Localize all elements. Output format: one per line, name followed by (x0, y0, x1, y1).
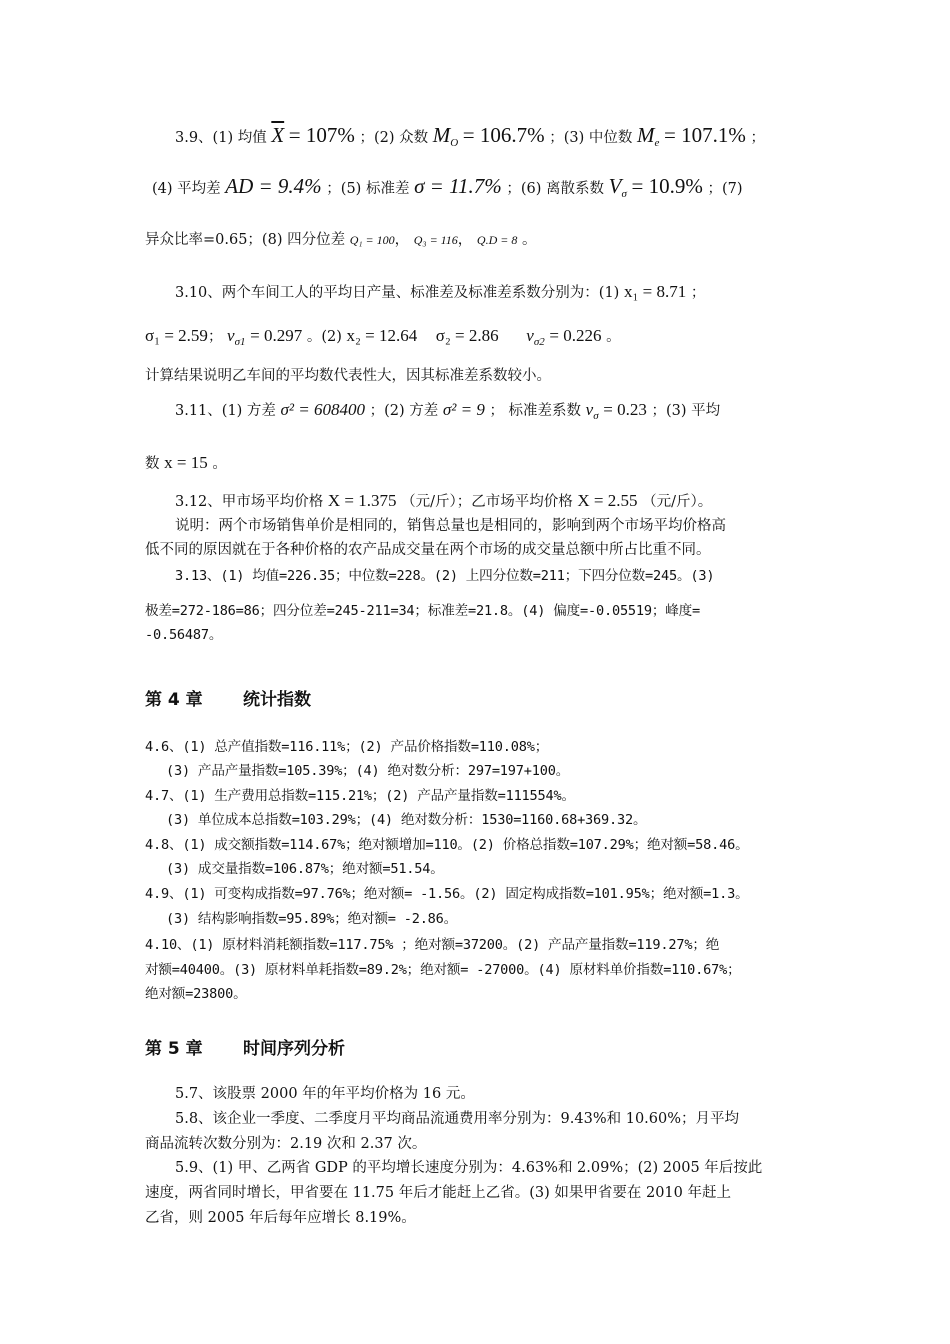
ch4-line: 绝对额=23800。 (145, 986, 247, 1002)
text: 3.10、两个车间工人的平均日产量、标准差及标准差系数分别为：(1) (175, 285, 620, 301)
text: 。 (521, 232, 537, 248)
text: v (526, 326, 534, 345)
qd-value: Q.D = 8 (476, 233, 518, 247)
q312-line3: 低不同的原因就在于各种价格的农产品成交量在两个市场的成交量总额中所占比重不同。 (145, 542, 711, 558)
q313-line2: 极差=272-186=86；四分位差=245-211=34；标准差=21.8。(4) 偏度=-0.05519；峰度= (145, 603, 701, 619)
q310-line3: 计算结果说明乙车间的平均数代表性大，因其标准差系数较小。 (145, 368, 551, 384)
chapter-title: 统计指数 (243, 690, 311, 710)
text: （元/斤）；乙市场平均价格 (401, 494, 573, 510)
mean-value: x = 15 (164, 453, 208, 472)
mean-value: = 107% (288, 123, 355, 147)
cv-value: = 0.23 (603, 400, 647, 419)
median-value: = 107.1% (664, 123, 746, 147)
text: ； (750, 130, 765, 146)
v2-symbol: $v_{\sigma 2}$ (526, 326, 545, 348)
ch4-line: 4.7、(1) 生产费用总指数=115.21%；(2) 产品产量指数=111554%。 (145, 788, 575, 804)
text: v (227, 326, 235, 345)
text: ；(2) 众数 (359, 130, 429, 146)
ch5-line: 乙省，则 2005 年后每年应增长 8.19%。 (145, 1210, 416, 1226)
s2-value: σ₂ = 2.86 (435, 326, 499, 345)
x2-value: x₂ = 12.64 (346, 326, 418, 345)
price1-value: X = 1.375 (327, 491, 397, 510)
var2-value: σ² = 9 (442, 400, 485, 419)
q39-line1 (175, 123, 765, 152)
cv-symbol: $v_\sigma$ (585, 400, 599, 422)
text: 3.9、(1) 均值 (175, 130, 267, 146)
text: 异众比率=0.65；(8) 四分位差 (145, 232, 346, 248)
text: 3.11、(1) 方差 (175, 403, 276, 419)
v2-value: = 0.226 (549, 326, 602, 345)
ch5-line: 商品流转次数分别为：2.19 次和 2.37 次。 (145, 1136, 427, 1152)
chapter-title: 时间序列分析 (243, 1039, 345, 1059)
text: 数 (145, 456, 160, 472)
ch5-line: 5.8、该企业一季度、二季度月平均商品流通费用率分别为：9.43%和 10.60%；月平均 (175, 1111, 740, 1127)
sd-value: σ = 11.7% (414, 174, 502, 198)
text: (4) 平均差 (152, 181, 221, 197)
chapter-5-heading (145, 1034, 345, 1059)
q310-line2: σ₁ = 2.59； $v_{\sigma 1} = 0.297$ 。(2) x₂ = 12.64 σ₂ = 2.86 $v_{\sigma 2} = 0.226$ 。 (145, 326, 621, 348)
text: ； 标准差系数 (489, 403, 582, 419)
q312-line1 (175, 492, 712, 511)
ch4-line: (3) 成交量指数=106.87%；绝对额=51.54。 (166, 861, 444, 877)
ch5-line: 速度，两省同时增长，甲省要在 11.75 年后才能赶上乙省。(3) 如果甲省要在 2010 年赶上 (145, 1185, 731, 1201)
q312-line2: 说明：两个市场销售单价是相同的，销售总量也是相同的，影响到两个市场平均价格高 (175, 518, 726, 534)
text: ；(7) (707, 181, 743, 197)
text: 。 (212, 456, 227, 472)
q311-line1 (175, 401, 720, 425)
ch4-line: 4.6、(1) 总产值指数=116.11%；(2) 产品价格指数=110.08%； (145, 739, 549, 755)
chapter-4-heading (145, 685, 311, 710)
x1-value: x₁ = 8.71 (623, 282, 687, 301)
text: ；(2) 方差 (369, 403, 439, 419)
text: 3.12、甲市场平均价格 (175, 494, 324, 510)
ad-value: AD = 9.4% (225, 174, 322, 198)
mode-value: = 106.7% (462, 123, 545, 147)
ch5-line: 5.7、该股票 2000 年的年平均价格为 16 元。 (175, 1086, 475, 1102)
text: ；(3) 平均 (651, 403, 721, 419)
ch4-line: (3) 结构影响指数=95.89%；绝对额= -2.86。 (166, 911, 458, 927)
q3-value: Q₃ = 116 (413, 233, 458, 247)
ch5-line: 5.9、(1) 甲、乙两省 GDP 的平均增长速度分别为：4.63%和 2.09%；(2) 2005 年后按此 (175, 1160, 763, 1176)
text: ； (690, 285, 706, 301)
mode-symbol: $M_O$ (432, 123, 459, 149)
text: ；(5) 标准差 (326, 181, 410, 197)
text: 。(2) (306, 329, 342, 345)
v1-value: = 0.297 (250, 326, 303, 345)
ch4-line: 4.9、(1) 可变构成指数=97.76%；绝对额= -1.56。(2) 固定构成指数=101.95%；绝对额=1.3。 (145, 886, 749, 902)
chapter-number: 第 5 章 (145, 1039, 203, 1059)
chapter-number: 第 4 章 (145, 690, 203, 710)
x-bar-symbol: $\overline{X}$ (271, 123, 285, 147)
q39-line3: 异众比率=0.65；(8) 四分位差 Q₁ = 100， Q₃ = 116， Q.D = 8 。 (145, 232, 537, 248)
v1-symbol: $v_{\sigma 1}$ (227, 326, 246, 348)
text: （元/斤）。 (642, 494, 713, 510)
q39-line2 (152, 174, 743, 203)
median-symbol: $M_e$ (637, 123, 660, 149)
q311-line2 (145, 454, 227, 473)
s1-value: σ₁ = 2.59 (145, 326, 208, 345)
q1-value: Q₁ = 100 (349, 233, 395, 247)
text: 。 (606, 329, 621, 345)
text: ；(3) 中位数 (549, 130, 633, 146)
price2-value: X = 2.55 (577, 491, 638, 510)
q313-line3: -0.56487。 (145, 627, 223, 643)
ch4-line: 对额=40400。(3) 原材料单耗指数=89.2%；绝对额= -27000。(4) 原材料单价指数=110.67%； (145, 962, 741, 978)
cv-value: = 10.9% (631, 174, 703, 198)
text: ；(6) 离散系数 (506, 181, 605, 197)
ch4-line: (3) 产品产量指数=105.39%；(4) 绝对数分析：297=197+100。 (166, 763, 570, 779)
q310-line1 (175, 283, 705, 302)
ch4-line: (3) 单位成本总指数=103.29%；(4) 绝对数分析：1530=1160.68+369.32。 (166, 812, 647, 828)
var1-value: σ² = 608400 (280, 400, 365, 419)
ch4-line: 4.10、(1) 原材料消耗额指数=117.75% ；绝对额=37200。(2) 产品产量指数=119.27%；绝 (145, 937, 720, 953)
cv-symbol: $V_\sigma$ (608, 174, 627, 200)
q313-line1: 3.13、(1) 均值=226.35；中位数=228。(2) 上四分位数=211；下四分位数=245。(3) (175, 568, 715, 584)
ch4-line: 4.8、(1) 成交额指数=114.67%；绝对额增加=110。(2) 价格总指数=107.29%；绝对额=58.46。 (145, 837, 749, 853)
